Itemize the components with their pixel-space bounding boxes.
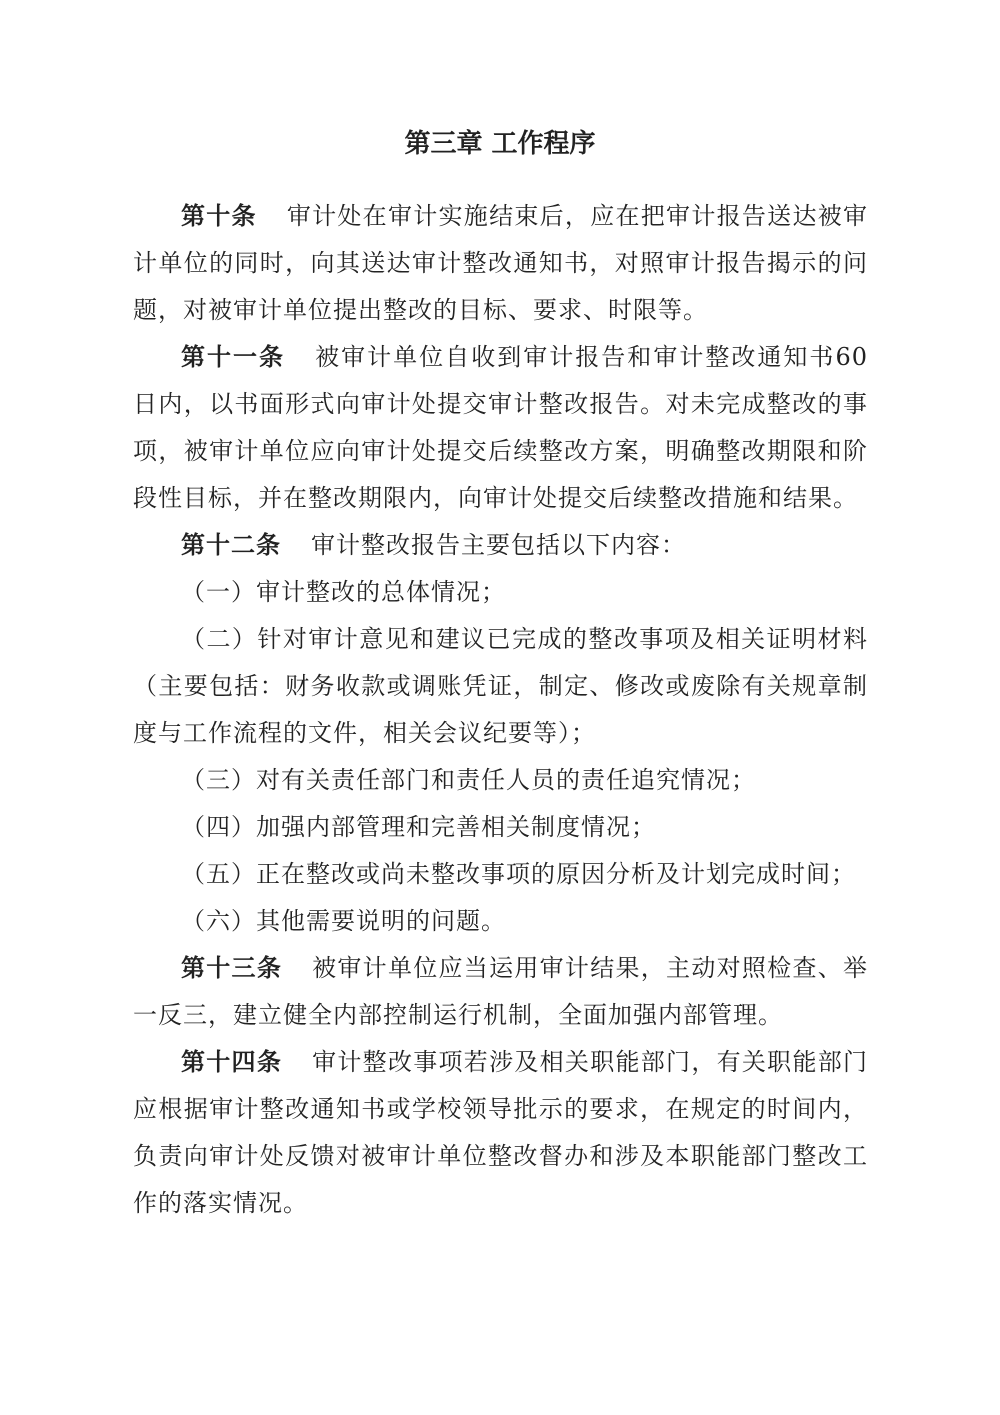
article-12: [133, 522, 868, 569]
article-10: [133, 193, 868, 334]
list-item: （六）其他需要说明的问题。: [181, 907, 506, 935]
chapter-title: 第三章 工作程序: [404, 129, 596, 159]
article-head: 第十二条: [181, 531, 281, 559]
list-item: （三）对有关责任部门和责任人员的责任追究情况；: [181, 766, 756, 794]
article-text: 被审计单位自收到审计报告和审计整改通知书60日内，以书面形式向审计处提交审计整改报告。对未完成整改的事项，被审计单位应向审计处提交后续整改方案，明确整改期限和阶段性目标，并在整改期限内，向审计处提交后续整改措施和结果。: [133, 343, 868, 512]
article-head: 第十条: [181, 202, 257, 230]
article-14: [133, 1039, 868, 1227]
article-head: 第十三条: [181, 954, 283, 982]
article-text: 审计处在审计实施结束后，应在把审计报告送达被审计单位的同时，向其送达审计整改通知书，对照审计报告揭示的问题，对被审计单位提出整改的目标、要求、时限等。: [133, 202, 869, 324]
list-item: （四）加强内部管理和完善相关制度情况；: [181, 813, 656, 841]
article-text: 被审计单位应当运用审计结果，主动对照检查、举一反三，建立健全内部控制运行机制，全面加强内部管理。: [133, 954, 869, 1029]
list-item: （一）审计整改的总体情况；: [181, 578, 506, 606]
article-head: 第十一条: [181, 343, 286, 371]
list-item: （五）正在整改或尚未整改事项的原因分析及计划完成时间；: [181, 860, 856, 888]
document-body: [133, 193, 868, 1227]
article-head: 第十四条: [181, 1048, 283, 1076]
list-item: （二）针对审计意见和建议已完成的整改事项及相关证明材料（主要包括：财务收款或调账凭证，制定、修改或废除有关规章制度与工作流程的文件，相关会议纪要等）；: [133, 625, 868, 747]
article-text: 审计整改事项若涉及相关职能部门，有关职能部门应根据审计整改通知书或学校领导批示的要求，在规定的时间内，负责向审计处反馈对被审计单位整改督办和涉及本职能部门整改工作的落实情况。: [133, 1048, 869, 1217]
article-13: [133, 945, 868, 1039]
article-11: [133, 334, 868, 522]
article-text: 审计整改报告主要包括以下内容：: [311, 531, 686, 559]
